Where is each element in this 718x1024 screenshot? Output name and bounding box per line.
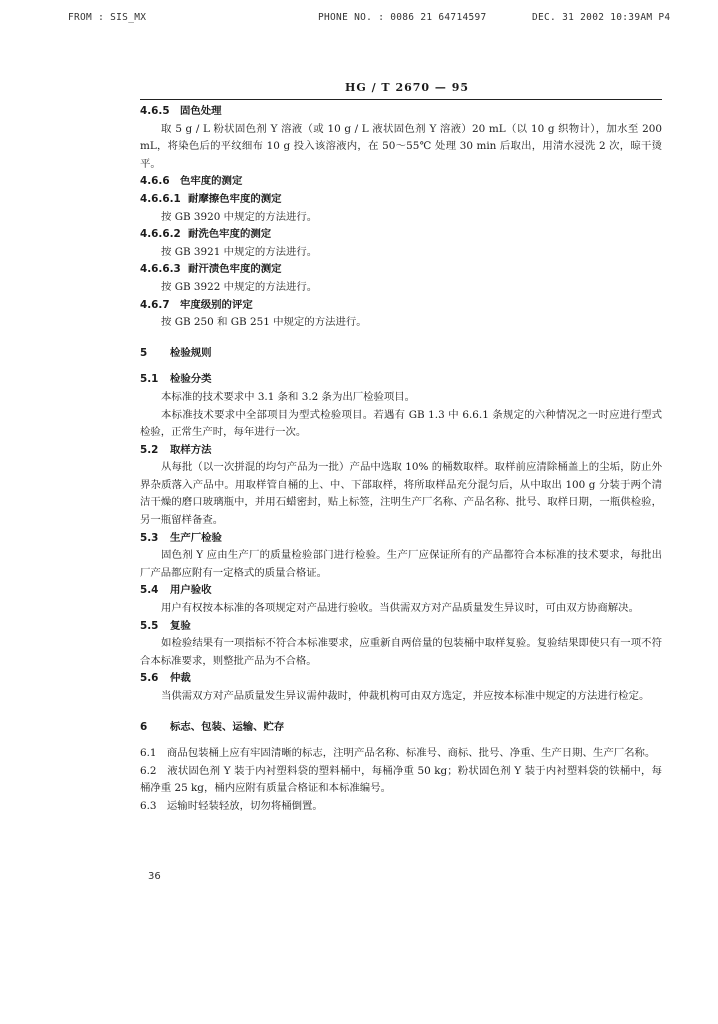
section-number: 5.6 <box>140 672 159 685</box>
section-heading <box>140 442 662 460</box>
paragraph: 取 5 g / L 粉状固色剂 Y 溶液（或 10 g / L 液状固色剂 Y 溶液）20 mL（以 10 g 织物计），加水至 200 mL，将染色后的平纹细布 10 g 投入该溶液内，在 50～55℃ 处理 30 min 后取出，用清水浸洗 2 次，晾干烫平。 <box>140 122 662 170</box>
section-number: 5.3 <box>140 531 159 544</box>
section-number: 5.1 <box>140 373 159 386</box>
section-number: 5.5 <box>140 619 159 632</box>
fax-header <box>0 12 718 26</box>
paragraph: 按 GB 3922 中规定的方法进行。 <box>161 280 318 293</box>
section-heading <box>140 297 662 315</box>
paragraph: 按 GB 250 和 GB 251 中规定的方法进行。 <box>161 316 367 329</box>
fax-from: FROM : SIS_MX <box>68 12 147 23</box>
section-title: 牢度级别的评定 <box>180 298 253 311</box>
section-number: 4.6.6 <box>140 175 170 188</box>
section-number: 4.6.6.2 <box>140 228 181 241</box>
section-heading <box>140 582 662 600</box>
clause-paragraph: 6.2 液状固色剂 Y 装于内衬塑料袋的塑料桶中，每桶净重 50 kg；粉状固色剂 Y 装于内衬塑料袋的铁桶中，每桶净重 25 kg，桶内应附有质量合格证和本标准编号。 <box>140 764 662 795</box>
chapter-title: 标志、包装、运输、贮存 <box>170 720 285 733</box>
section-title: 仲裁 <box>170 672 191 685</box>
chapter-number: 6 <box>140 720 148 733</box>
section-title: 检验分类 <box>170 373 212 386</box>
paragraph: 固色剂 Y 应由生产厂的质量检验部门进行检验。生产厂应保证所有的产品都符合本标准的技术要求，每批出厂产品都应附有一定格式的质量合格证。 <box>140 549 662 579</box>
section-heading <box>140 103 662 121</box>
section-title: 取样方法 <box>170 443 212 456</box>
clause-paragraph: 6.3 运输时轻装轻放，切勿将桶倒置。 <box>140 799 323 812</box>
header-rule <box>140 99 662 100</box>
section-heading <box>140 618 662 636</box>
section-heading <box>140 226 662 244</box>
chapter-heading <box>140 345 662 363</box>
paragraph: 按 GB 3920 中规定的方法进行。 <box>161 210 318 223</box>
section-title: 复验 <box>170 619 191 632</box>
section-number: 4.6.7 <box>140 298 170 311</box>
paragraph: 用户有权按本标准的各项规定对产品进行验收。当供需双方对产品质量发生异议时，可由双方协商解决。 <box>161 602 639 615</box>
section-title: 耐汗渍色牢度的测定 <box>188 263 282 276</box>
page-number: 36 <box>148 871 161 882</box>
section-heading <box>140 670 662 688</box>
section-number: 4.6.6.3 <box>140 263 181 276</box>
paragraph: 从每批（以一次拼混的均匀产品为一批）产品中选取 10% 的桶数取样。取样前应清除桶盖上的尘垢，防止外界杂质落入产品中。用取样管自桶的上、中、下部取样，将所取样品充分混匀后，从中取出 100 g 分装于两个清洁干燥的磨口玻璃瓶中，并用石蜡密封，贴上标签，注明生产厂名称、产品名称、批号、取样日期，一瓶供检验，另一瓶留样备查。 <box>140 461 662 527</box>
chapter-number: 5 <box>140 346 148 359</box>
section-title: 色牢度的测定 <box>180 175 243 188</box>
paragraph: 如检验结果有一项指标不符合本标准要求，应重新自两倍量的包装桶中取样复验。复验结果即使只有一项不符合本标准要求，则整批产品为不合格。 <box>140 637 662 667</box>
section-heading <box>140 530 662 548</box>
section-heading <box>140 191 662 209</box>
section-number: 4.6.5 <box>140 105 170 117</box>
standard-number: HG / T 2670 — 95 <box>344 81 470 94</box>
chapter-heading <box>140 719 662 737</box>
paragraph: 按 GB 3921 中规定的方法进行。 <box>161 245 318 258</box>
paragraph: 当供需双方对产品质量发生异议需仲裁时，仲裁机构可由双方选定，并应按本标准中规定的方法进行检定。 <box>161 690 650 702</box>
fax-date: DEC. 31 2002 10:39AM P4 <box>532 12 671 23</box>
chapter-title: 检验规则 <box>170 346 212 359</box>
clause-paragraph: 6.1 商品包装桶上应有牢固清晰的标志，注明产品名称、标准号、商标、批号、净重、生产日期、生产厂名称。 <box>140 747 656 760</box>
fax-phone: PHONE NO. : 0086 21 64714597 <box>318 12 487 23</box>
document-body <box>140 103 662 816</box>
section-title: 耐洗色牢度的测定 <box>188 228 272 241</box>
paragraph: 本标准技术要求中全部项目为型式检验项目。若遇有 GB 1.3 中 6.6.1 条规定的六种情况之一时应进行型式检验，正常生产时，每年进行一次。 <box>140 408 662 439</box>
section-number: 5.2 <box>140 443 159 456</box>
section-title: 用户验收 <box>170 584 212 597</box>
section-heading <box>140 173 662 191</box>
section-title: 固色处理 <box>180 105 222 117</box>
standard-header <box>0 81 718 94</box>
section-title: 耐摩擦色牢度的测定 <box>188 192 282 205</box>
paragraph: 本标准的技术要求中 3.1 条和 3.2 条为出厂检验项目。 <box>161 390 416 403</box>
section-number: 5.4 <box>140 584 159 597</box>
section-title: 生产厂检验 <box>170 531 222 544</box>
section-number: 4.6.6.1 <box>140 192 181 205</box>
section-heading <box>140 371 662 389</box>
section-heading <box>140 261 662 279</box>
